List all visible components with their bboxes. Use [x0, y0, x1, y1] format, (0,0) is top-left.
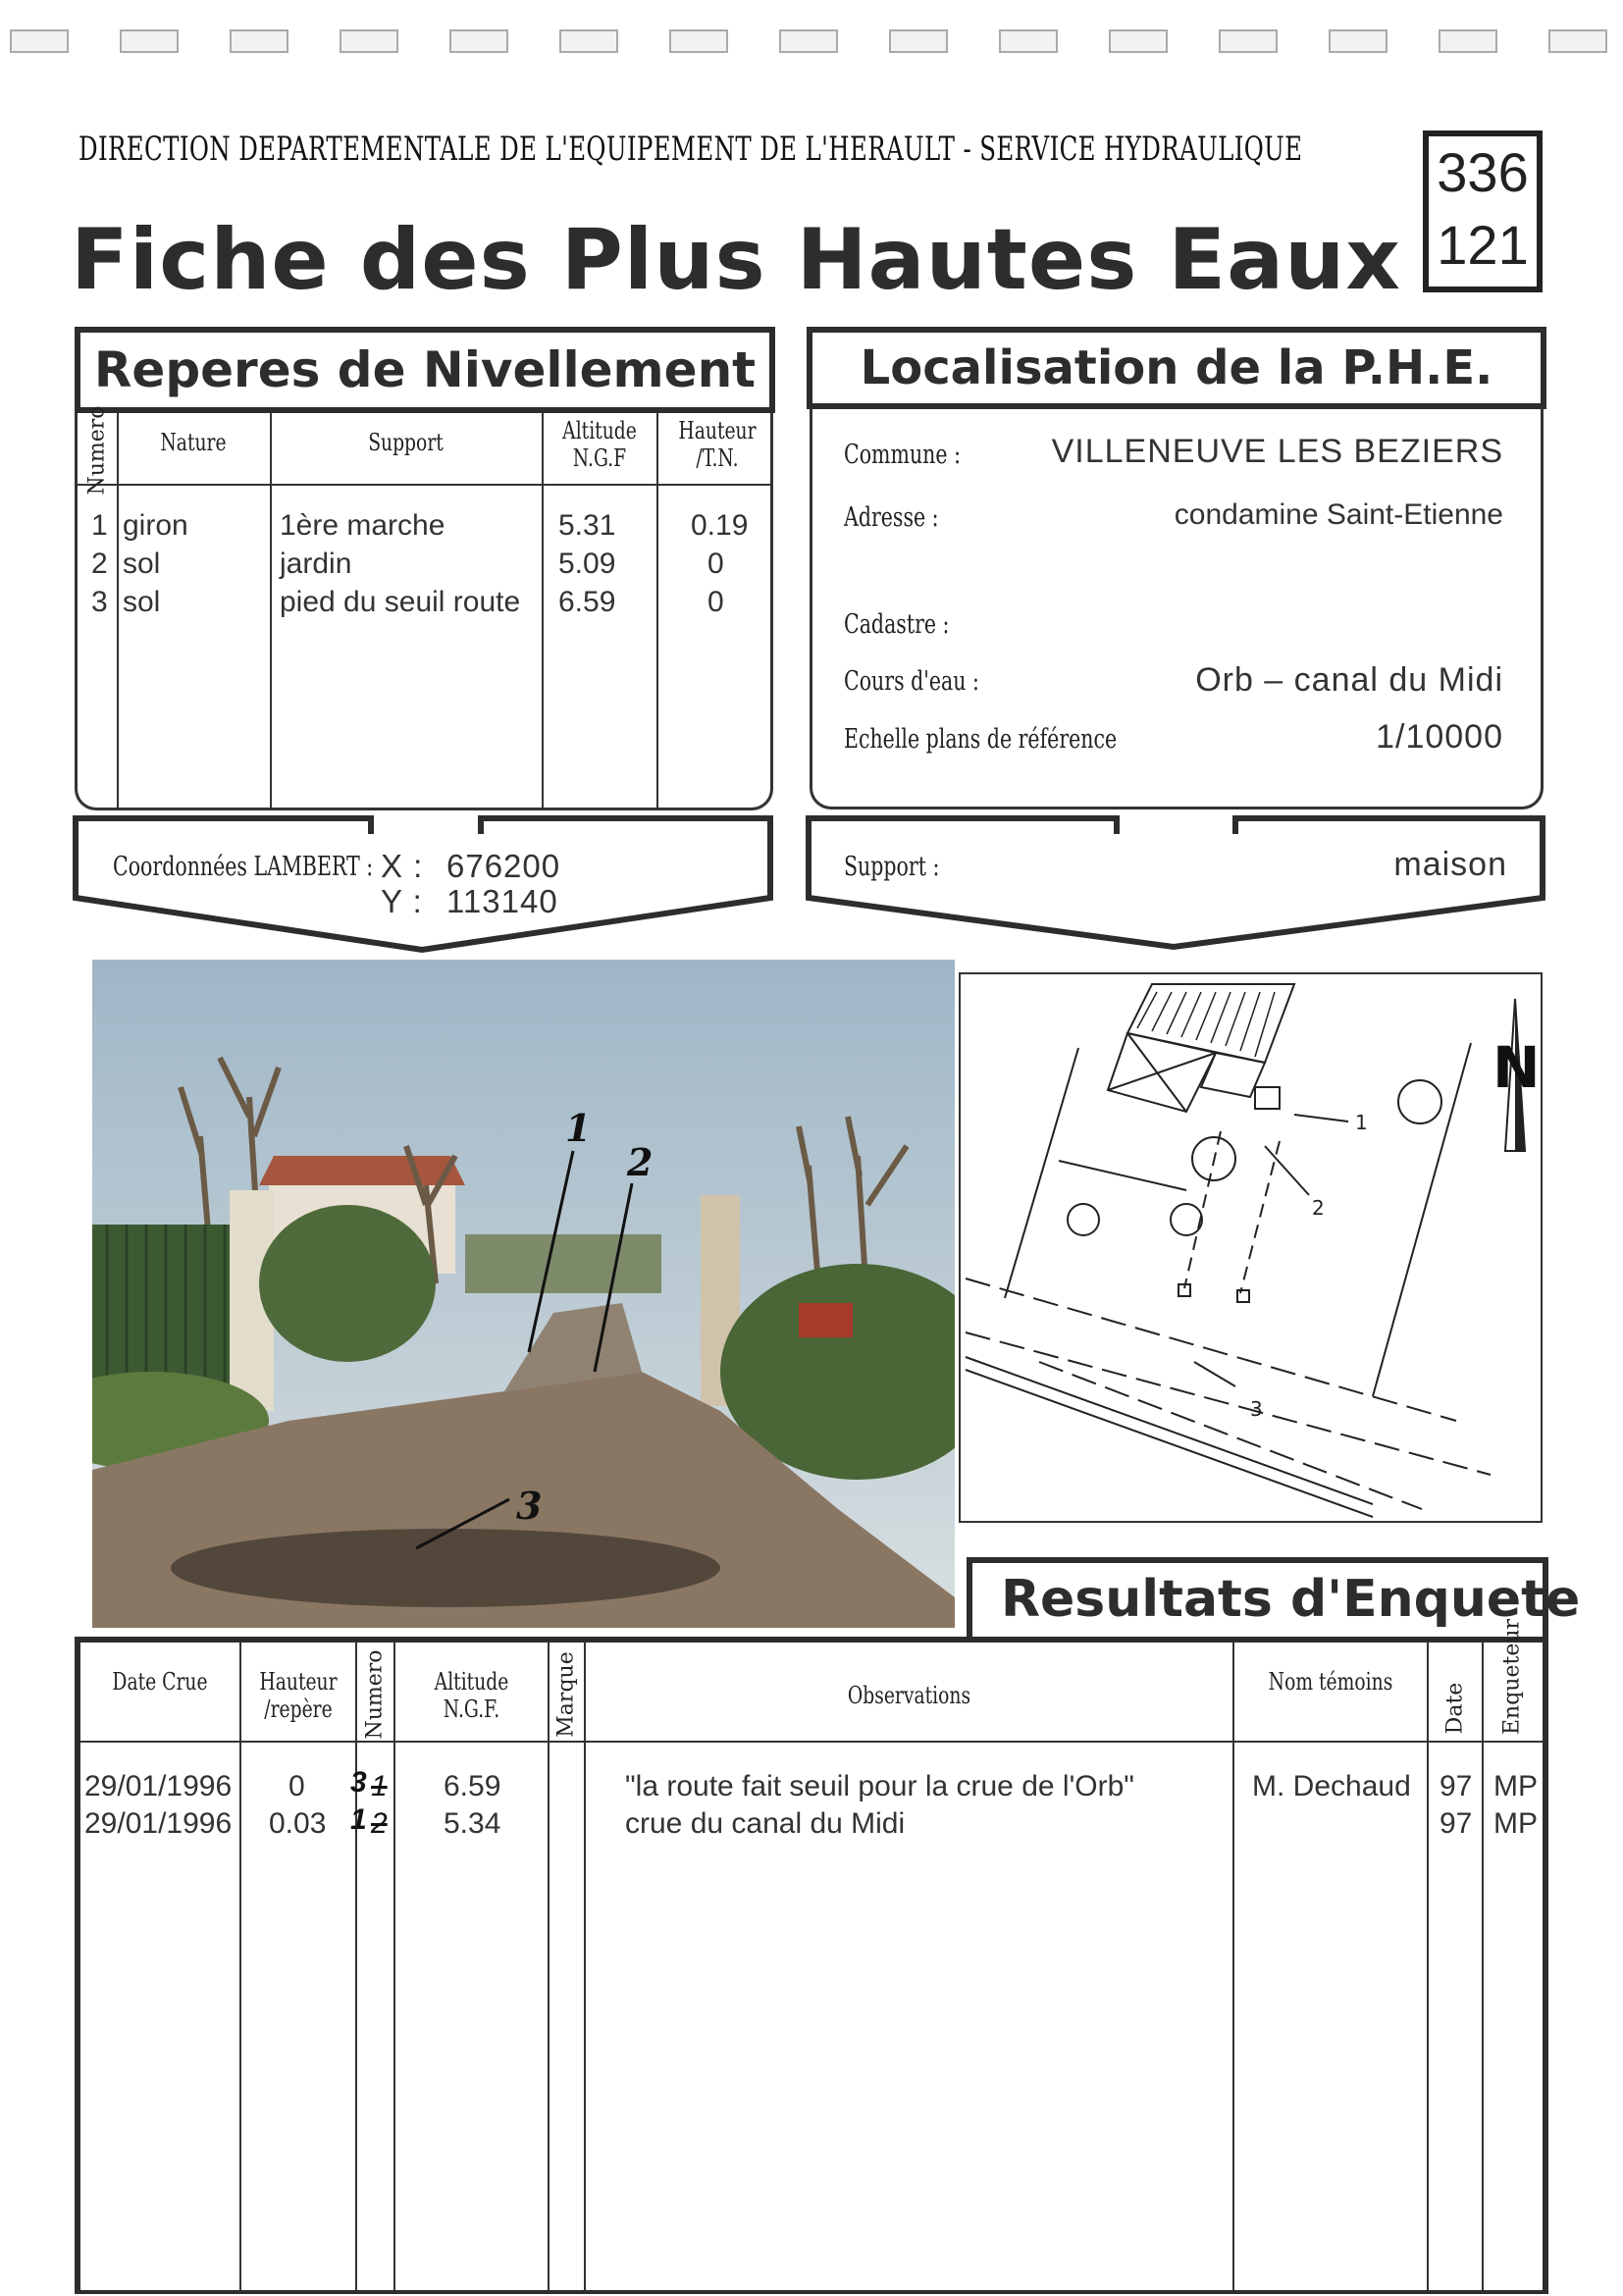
reperes-title: Reperes de Nivellement: [75, 327, 775, 413]
page-title: Fiche des Plus Hautes Eaux: [71, 211, 1401, 309]
binder-holes: [0, 29, 1623, 59]
reperes-col-support: Support: [368, 429, 444, 456]
reperes-row2-support: jardin: [280, 548, 352, 580]
localisation-title: Localisation de la P.H.E.: [807, 327, 1546, 409]
reperes-row2-altitude: 5.09: [558, 548, 616, 580]
resultats-col-hauteur: Hauteur /repère: [259, 1668, 338, 1723]
lambert-y-label: Y :: [381, 883, 423, 919]
resultats-row1-numero-struck: 1: [371, 1770, 388, 1802]
resultats-row2-observations: crue du canal du Midi: [625, 1807, 906, 1840]
reperes-row1-nature: giron: [123, 509, 188, 542]
echelle-value: 1/10000: [1376, 718, 1503, 756]
resultats-table: [75, 1618, 1548, 2294]
fiche-number-box: [1423, 130, 1543, 292]
fiche-number-bottom: 121: [1437, 214, 1529, 276]
resultats-row1-date-crue: 29/01/1996: [84, 1770, 233, 1802]
resultats-row1-enqueteur: MP: [1493, 1770, 1538, 1802]
reperes-row3-altitude: 6.59: [558, 586, 616, 618]
resultats-row2-numero-struck: 2: [371, 1807, 388, 1840]
reperes-row2-num: 2: [91, 548, 108, 580]
site-plan: [959, 972, 1543, 1523]
resultats-col-altitude: Altitude N.G.F.: [434, 1668, 509, 1723]
fiche-number-top: 336: [1437, 141, 1529, 203]
north-label: N: [1492, 1034, 1541, 1101]
commune-value: VILLENEUVE LES BEZIERS: [1051, 433, 1503, 470]
support-label: Support :: [844, 852, 940, 882]
resultats-col-date-crue: Date Crue: [112, 1668, 208, 1696]
resultats-row1-hauteur: 0: [288, 1770, 305, 1802]
resultats-row2-altitude: 5.34: [444, 1807, 501, 1840]
resultats-row2-enqueteur: MP: [1493, 1807, 1538, 1840]
plan-marker-2: 2: [1312, 1196, 1325, 1220]
resultats-col-observations: Observations: [847, 1682, 971, 1709]
cours-eau-label: Cours d'eau :: [844, 666, 979, 697]
lambert-x-label: X :: [381, 848, 424, 884]
adresse-label: Adresse :: [844, 502, 939, 533]
lambert-label: Coordonnées LAMBERT :: [113, 852, 374, 882]
plan-marker-3: 3: [1250, 1397, 1263, 1421]
resultats-row2-hauteur: 0.03: [269, 1807, 327, 1840]
reperes-row1-hauteur: 0.19: [691, 509, 749, 542]
resultats-row1-date: 97: [1440, 1770, 1473, 1802]
direction-heading: DIRECTION DEPARTEMENTALE DE L'EQUIPEMENT DE L'HERAULT - SERVICE HYDRAULIQUE: [79, 130, 1303, 169]
resultats-row2-date: 97: [1440, 1807, 1473, 1840]
photo-marker-3: 3: [516, 1484, 543, 1528]
site-photo: [92, 960, 955, 1628]
reperes-row2-hauteur: 0: [707, 548, 724, 580]
lambert-x-value: 676200: [446, 848, 561, 884]
resultats-row2-date-crue: 29/01/1996: [84, 1807, 233, 1840]
lambert-y-value: 113140: [446, 883, 558, 919]
reperes-row3-support: pied du seuil route: [280, 586, 521, 618]
adresse-value: condamine Saint-Etienne: [1174, 498, 1503, 531]
resultats-row1-altitude: 6.59: [444, 1770, 501, 1802]
echelle-label: Echelle plans de référence: [844, 724, 1118, 755]
reperes-col-numero: Numero: [84, 405, 110, 496]
resultats-col-date: Date: [1442, 1682, 1467, 1734]
resultats-col-numero: Numero: [362, 1649, 388, 1740]
cadastre-label: Cadastre :: [844, 609, 950, 640]
reperes-row1-altitude: 5.31: [558, 509, 616, 542]
reperes-row1-num: 1: [91, 509, 108, 542]
resultats-row1-observations: "la route fait seuil pour la crue de l'Orb": [625, 1770, 1134, 1802]
reperes-row2-nature: sol: [123, 548, 161, 580]
photo-marker-1: 1: [565, 1106, 592, 1150]
support-value: maison: [1393, 846, 1507, 883]
resultats-title: Resultats d'Enquete: [1001, 1570, 1581, 1629]
reperes-table: [75, 405, 773, 810]
cours-eau-value: Orb – canal du Midi: [1195, 661, 1503, 699]
commune-label: Commune :: [844, 440, 961, 470]
resultats-row1-nom: M. Dechaud: [1252, 1770, 1411, 1802]
reperes-col-hauteur: Hauteur /T.N.: [678, 417, 757, 472]
plan-marker-1: 1: [1355, 1111, 1368, 1134]
reperes-row3-hauteur: 0: [707, 586, 724, 618]
reperes-col-altitude: Altitude N.G.F: [562, 417, 637, 472]
resultats-row1-numero: 3: [350, 1766, 367, 1799]
reperes-row1-support: 1ère marche: [280, 509, 445, 542]
photo-marker-2: 2: [627, 1140, 654, 1184]
resultats-col-nom: Nom témoins: [1268, 1668, 1393, 1696]
reperes-row3-nature: sol: [123, 586, 161, 618]
reperes-col-nature: Nature: [160, 429, 227, 456]
resultats-col-enqueteur: Enqueteur: [1499, 1618, 1525, 1736]
resultats-col-marque: Marque: [553, 1651, 579, 1738]
resultats-row2-numero: 1: [350, 1803, 367, 1836]
reperes-row3-num: 3: [91, 586, 108, 618]
lambert-banner: [69, 805, 785, 962]
